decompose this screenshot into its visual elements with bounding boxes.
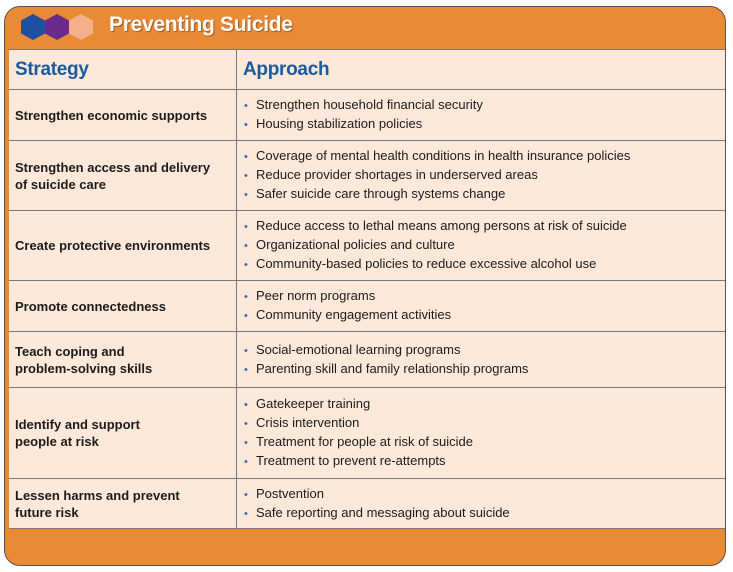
strategy-table (9, 49, 726, 529)
strategy-text (15, 107, 207, 124)
strategy-text (15, 487, 180, 521)
bullet-icon: • (244, 119, 248, 131)
approach-text: Treatment for people at risk of suicide (256, 434, 474, 449)
strategy-line: Teach coping and (15, 343, 125, 359)
approach-cell (237, 388, 726, 478)
strategy-line: Strengthen access and delivery (15, 159, 211, 175)
column-header-strategy: Strategy (9, 50, 237, 89)
approach-text: Community-based policies to reduce excessive alcohol use (256, 256, 597, 271)
bullet-icon: • (244, 240, 248, 252)
approach-cell (237, 332, 726, 387)
bullet-icon: • (244, 507, 248, 520)
approach-cell (237, 281, 726, 331)
approach-item (243, 96, 723, 115)
approach-text: Parenting skill and family relationship programs (256, 360, 529, 376)
strategy-cell (9, 281, 237, 331)
approach-text: Reduce provider shortages in underserved areas (256, 167, 538, 182)
approach-item (243, 452, 723, 471)
bullet-icon: • (244, 221, 248, 233)
bullet-icon: • (244, 189, 248, 201)
approach-item (243, 236, 723, 255)
approach-item (243, 147, 723, 166)
card-title: Preventing Suicide (109, 13, 293, 36)
strategy-text (15, 416, 140, 450)
bullet-icon: • (244, 259, 248, 271)
approach-text: Strengthen household financial security (256, 97, 483, 112)
table-header-row (9, 50, 726, 90)
bullet-icon: • (244, 399, 248, 411)
hex-shape (21, 14, 45, 40)
hex-shape (69, 14, 93, 40)
bullet-icon: • (244, 291, 248, 303)
strategy-line: Promote connectedness (15, 298, 166, 314)
approach-text: Crisis intervention (256, 415, 360, 430)
strategy-cell (9, 141, 237, 210)
table-row (9, 211, 726, 281)
approach-text: Gatekeeper training (256, 396, 371, 411)
approach-text: Postvention (256, 485, 324, 501)
approach-text: Safe reporting and messaging about suicide (256, 504, 510, 520)
preventing-suicide-card (4, 6, 726, 566)
strategy-text (15, 343, 152, 377)
strategy-line: of suicide care (15, 176, 107, 192)
strategy-cell (9, 388, 237, 478)
column-header-approach: Approach (243, 59, 330, 80)
approach-cell (237, 211, 726, 280)
strategy-line: Lessen harms and prevent (15, 487, 180, 503)
approach-item (243, 414, 723, 433)
strategy-cell (9, 332, 237, 387)
approach-cell (237, 141, 726, 210)
strategy-line: Create protective environments (15, 238, 211, 253)
bullet-icon: • (244, 363, 248, 376)
approach-item (243, 395, 723, 414)
strategy-line: Strengthen economic supports (15, 107, 208, 123)
approach-text: Housing stabilization policies (256, 116, 423, 131)
bullet-icon: • (244, 437, 248, 449)
approach-text: Treatment to prevent re-attempts (256, 453, 446, 468)
approach-item (243, 115, 723, 134)
bullet-icon: • (244, 456, 248, 468)
approach-cell (237, 90, 726, 140)
strategy-line: Identify and support (15, 417, 140, 432)
approach-text: Coverage of mental health conditions in health insurance policies (256, 148, 631, 163)
table-row (9, 281, 726, 332)
approach-text: Safer suicide care through systems change (256, 186, 506, 201)
strategy-cell (9, 90, 237, 140)
approach-item (243, 504, 723, 523)
table-row (9, 332, 726, 388)
approach-item (243, 306, 723, 325)
approach-item (243, 485, 723, 504)
bullet-icon: • (244, 418, 248, 430)
approach-item (243, 217, 723, 236)
approach-item (243, 255, 723, 274)
approach-text: Social-emotional learning programs (256, 341, 461, 357)
approach-item (243, 287, 723, 306)
approach-text: Reduce access to lethal means among persons at risk of suicide (256, 218, 627, 233)
strategy-cell (9, 211, 237, 280)
strategy-line: people at risk (15, 434, 99, 449)
table-row (9, 388, 726, 479)
approach-text: Organizational policies and culture (256, 237, 455, 252)
table-row (9, 90, 726, 141)
strategy-text (15, 159, 210, 193)
strategy-text (15, 298, 166, 315)
approach-item (243, 360, 723, 379)
approach-text: Community engagement activities (256, 307, 452, 322)
bullet-icon: • (244, 344, 248, 357)
bullet-icon: • (244, 170, 248, 182)
strategy-line: problem-solving skills (15, 360, 153, 376)
approach-text: Peer norm programs (256, 288, 376, 303)
bullet-icon: • (244, 100, 248, 112)
bullet-icon: • (244, 310, 248, 322)
hex-shape (45, 14, 69, 40)
approach-item (243, 166, 723, 185)
bullet-icon: • (244, 488, 248, 501)
approach-item (243, 433, 723, 452)
card-header (5, 7, 725, 47)
strategy-line: future risk (15, 504, 79, 520)
approach-item (243, 185, 723, 204)
table-row (9, 479, 726, 528)
table-row (9, 141, 726, 211)
approach-item (243, 341, 723, 360)
hexagon-peach-icon (67, 13, 95, 41)
bullet-icon: • (244, 151, 248, 163)
strategy-cell (9, 479, 237, 528)
strategy-text (15, 237, 210, 254)
approach-cell (237, 479, 726, 528)
